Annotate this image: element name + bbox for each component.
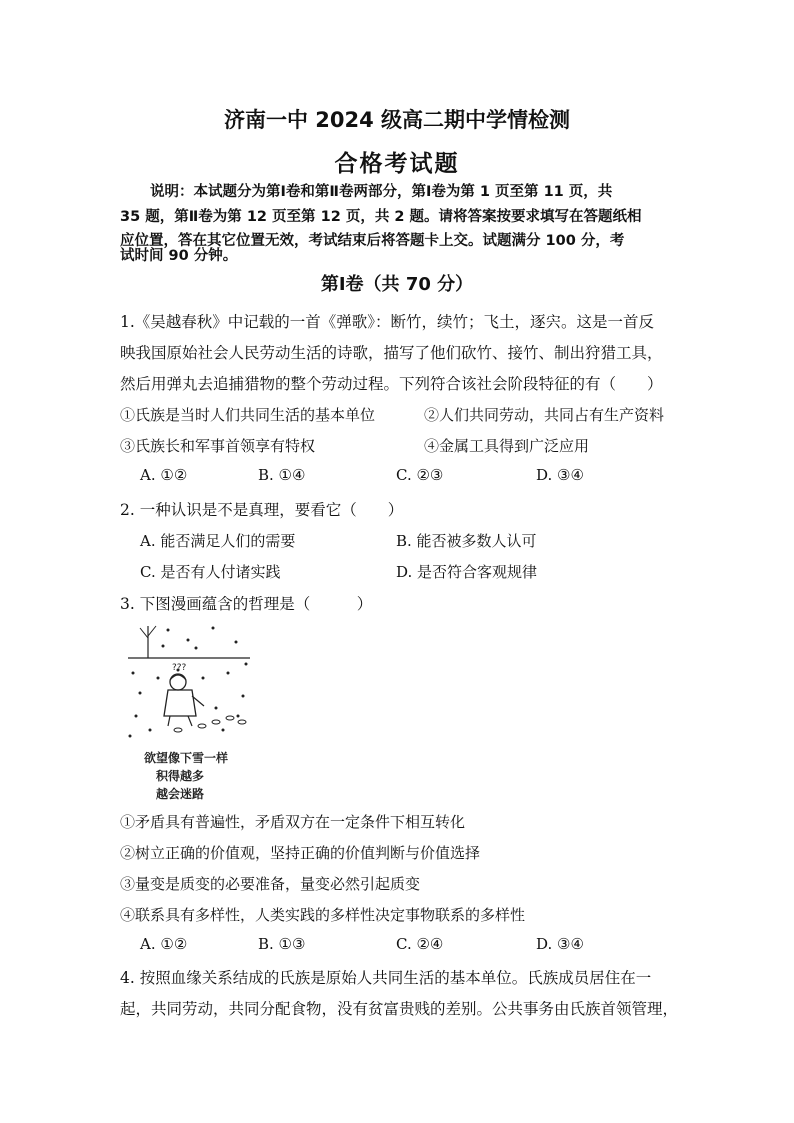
q1-item-4: ④金属工具得到广泛应用 <box>424 437 590 455</box>
q3-option-d: D. ③④ <box>536 935 584 953</box>
q1-option-a: A. ①② <box>140 466 188 484</box>
cartoon-caption-line-3: 越会迷路 <box>156 787 205 801</box>
instructions-line-1: 说明：本试题分为第Ⅰ卷和第Ⅱ卷两部分，第Ⅰ卷为第 1 页至第 11 页，共 <box>150 184 613 200</box>
q3-item-4: ④联系具有多样性，人类实践的多样性决定事物联系的多样性 <box>120 906 526 924</box>
q2-option-a: A. 能否满足人们的需要 <box>140 532 296 550</box>
q3-option-c: C. ②④ <box>396 935 444 953</box>
exam-title: 济南一中 2024 级高二期中学情检测 <box>223 108 571 132</box>
cartoon-caption-line-2: 积得越多 <box>156 769 205 783</box>
q1-stem-line-3: 然后用弹丸去追捕猎物的整个劳动过程。下列符合该社会阶段特征的有（ ） <box>120 375 663 393</box>
q1-item-1: ①氏族是当时人们共同生活的基本单位 <box>120 406 376 424</box>
q3-item-3: ③量变是质变的必要准备，量变必然引起质变 <box>120 875 421 893</box>
section-title: 第Ⅰ卷（共 70 分） <box>320 274 474 295</box>
instructions-line-4: 试时间 90 分钟。 <box>120 248 238 264</box>
q1-option-c: C. ②③ <box>396 466 444 484</box>
q1-option-b: B. ①④ <box>258 466 306 484</box>
q4-stem-line-1: 4. 按照血缘关系结成的氏族是原始人共同生活的基本单位。氏族成员居住在一 <box>120 969 652 987</box>
instructions-line-2: 35 题，第Ⅱ卷为第 12 页至第 12 页，共 2 题。请将答案按要求填写在答题纸相 <box>120 209 642 225</box>
cartoon-caption-line-1: 欲望像下雪一样 <box>144 751 229 765</box>
q3-stem: 3. 下图漫画蕴含的哲理是（ ） <box>120 595 373 613</box>
q1-item-3: ③氏族长和军事首领享有特权 <box>120 437 316 455</box>
q3-option-b: B. ①③ <box>258 935 306 953</box>
q2-stem: 2. 一种认识是不是真理，要看它（ ） <box>120 501 404 519</box>
q3-option-a: A. ①② <box>140 935 188 953</box>
q3-item-1: ①矛盾具有普遍性，矛盾双方在一定条件下相互转化 <box>120 813 466 831</box>
q3-item-2: ②树立正确的价值观，坚持正确的价值判断与价值选择 <box>120 844 481 862</box>
q1-option-d: D. ③④ <box>536 466 584 484</box>
q2-option-d: D. 是否符合客观规律 <box>396 563 538 581</box>
q2-option-b: B. 能否被多数人认可 <box>396 532 537 550</box>
instructions-line-3: 应位置，答在其它位置无效，考试结束后将答题卡上交。试题满分 100 分，考 <box>120 233 625 249</box>
q1-stem-line-2: 映我国原始社会人民劳动生活的诗歌，描写了他们砍竹、接竹、制出狩猎工具， <box>120 344 663 362</box>
q2-option-c: C. 是否有人付诸实践 <box>140 563 281 581</box>
snow-cartoon-illustration <box>118 618 258 808</box>
q4-stem-line-2: 起，共同劳动，共同分配食物，没有贫富贵贱的差别。公共事务由氏族首领管理， <box>120 1000 679 1018</box>
q1-stem-line-1: 1.《吴越春秋》中记载的一首《弹歌》：断竹，续竹；飞土，逐宍。这是一首反 <box>120 313 655 331</box>
cartoon-question-marks: ??? <box>172 663 187 673</box>
exam-subtitle: 合格考试题 <box>334 151 460 177</box>
q1-item-2: ②人们共同劳动，共同占有生产资料 <box>424 406 665 424</box>
